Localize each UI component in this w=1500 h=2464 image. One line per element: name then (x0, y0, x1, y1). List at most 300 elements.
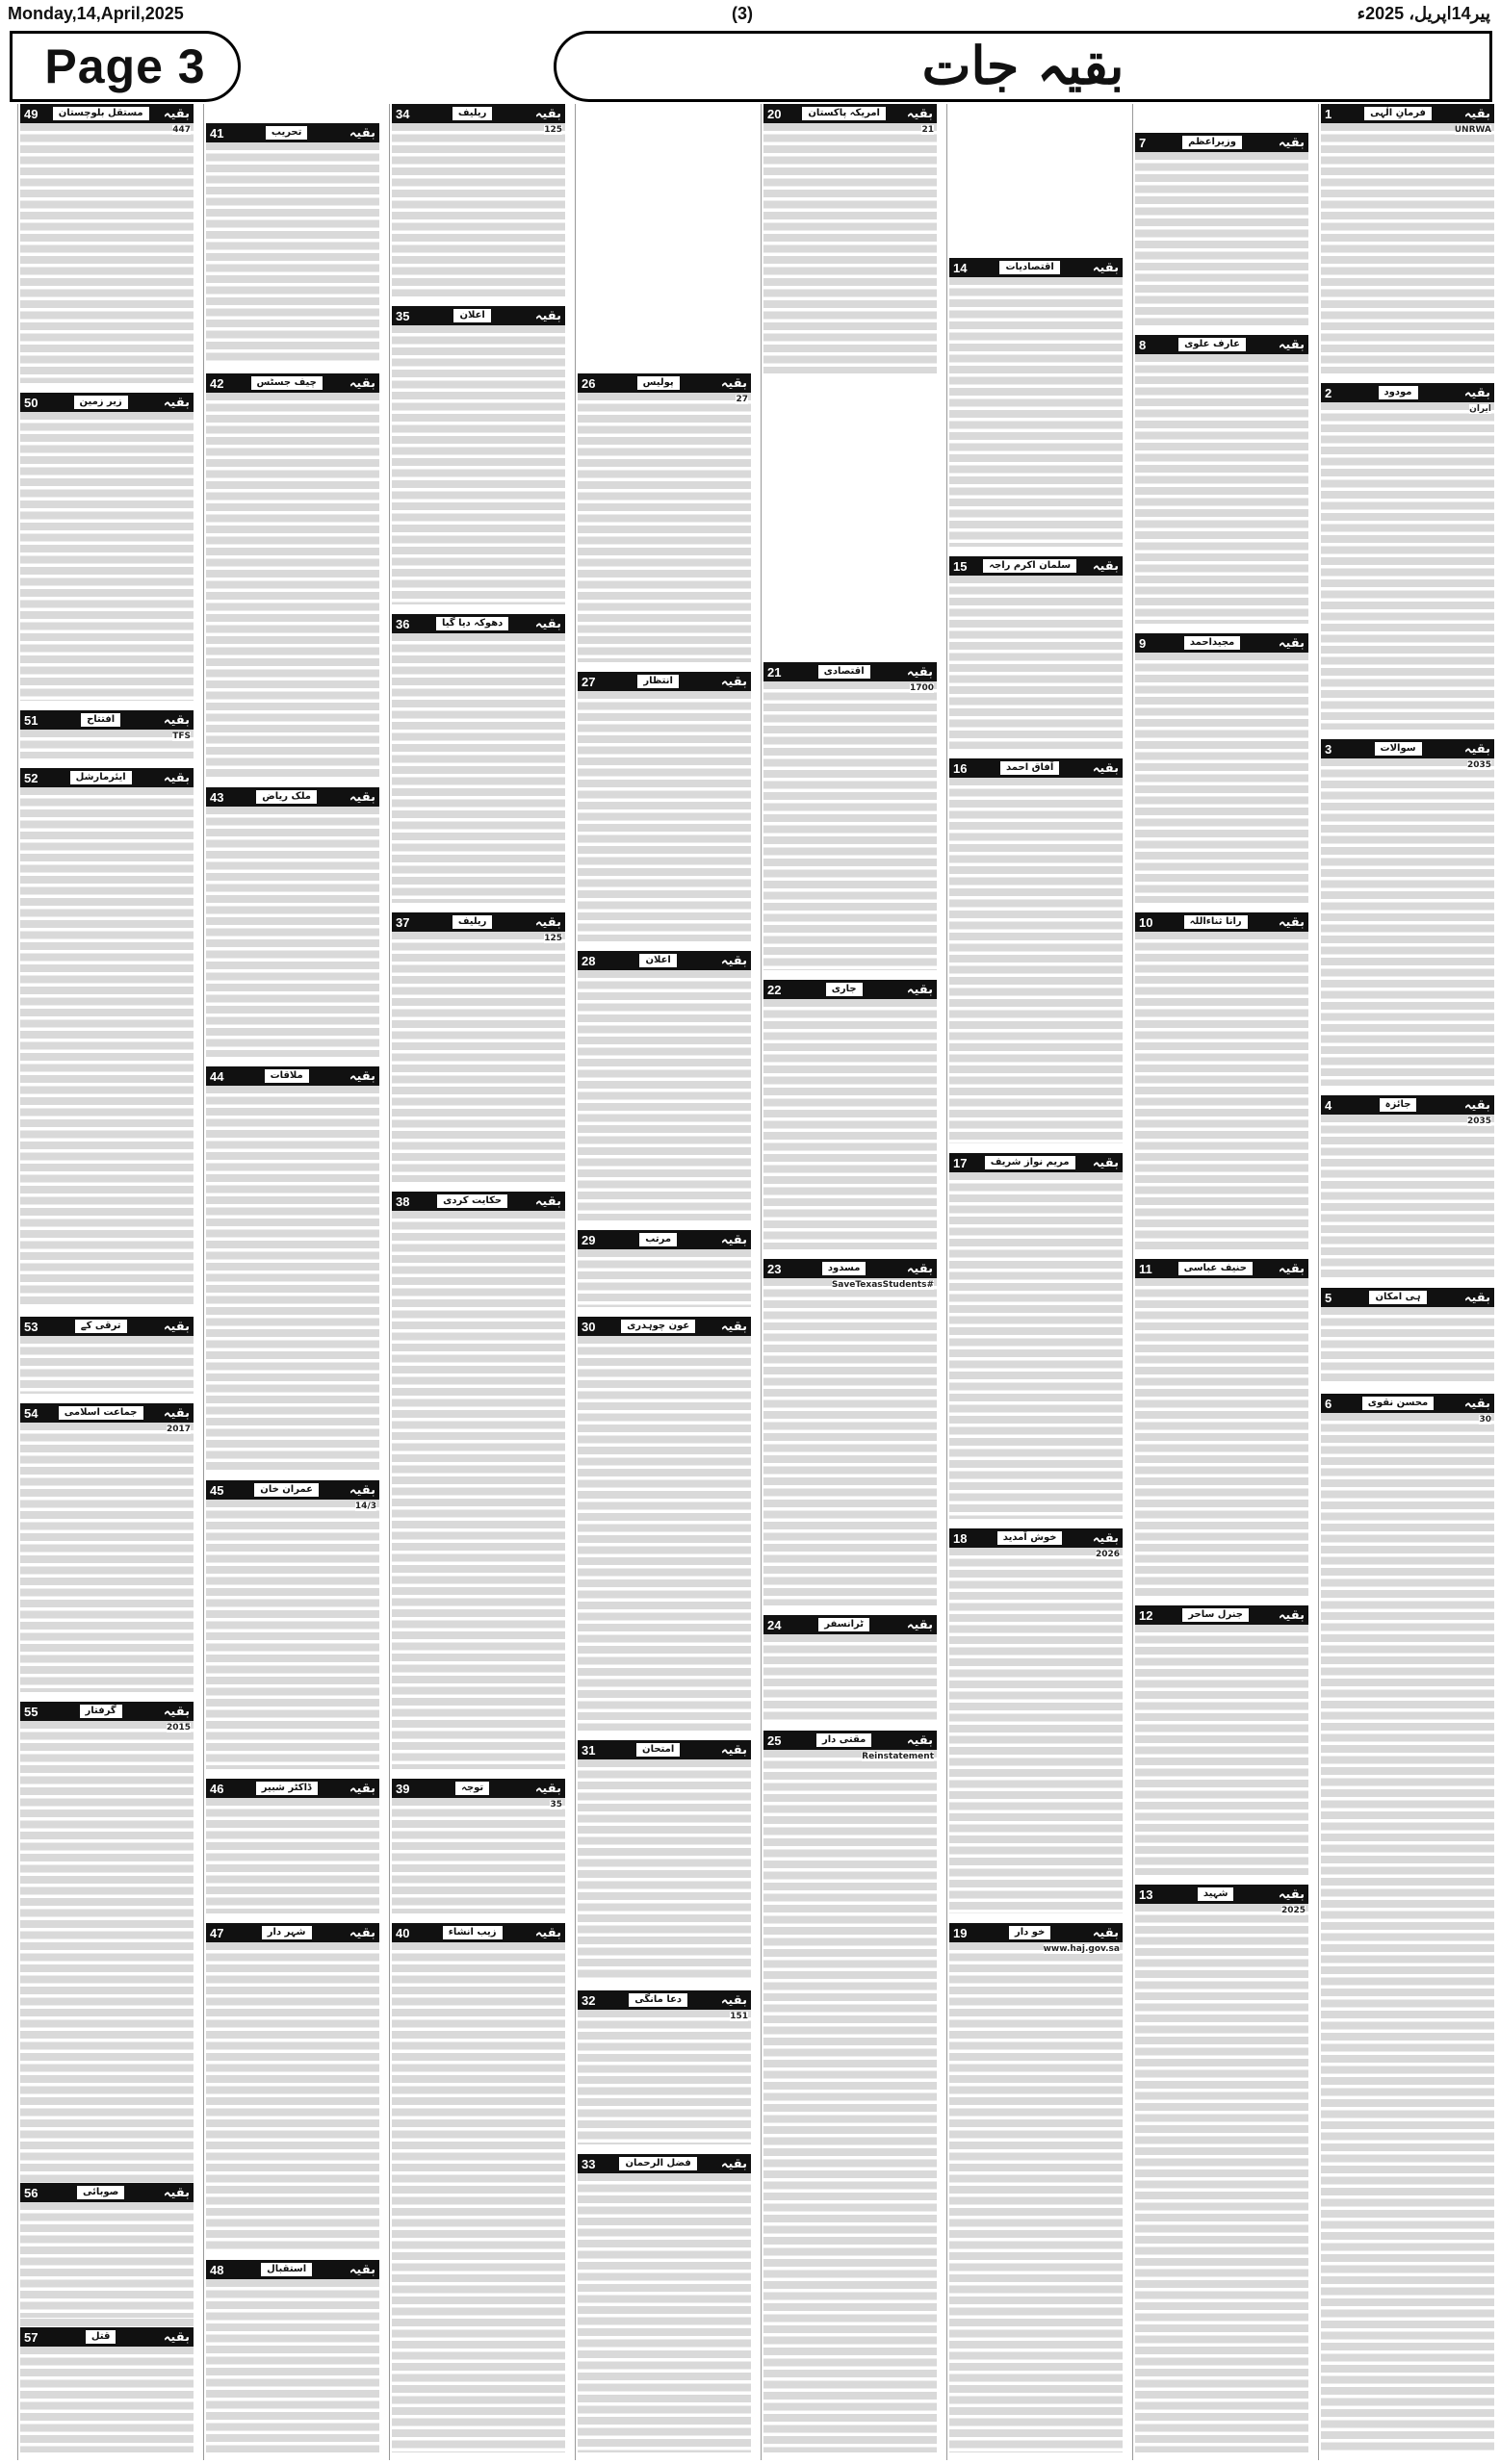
box-body (206, 807, 379, 1057)
box-header (763, 104, 937, 123)
box-text: #SaveTexasStudents (831, 1280, 934, 1290)
box-keyword: صوبائی (77, 2186, 124, 2199)
box-keyword: ترقی کے (75, 1320, 127, 1333)
date-english: Monday,14,April,2025 (8, 4, 184, 23)
box-body (1321, 123, 1494, 373)
box-keyword: امتحان (636, 1743, 680, 1757)
box-number: 49 (24, 106, 39, 121)
box-text: Reinstatement (862, 1752, 934, 1761)
box-number: 51 (24, 712, 39, 728)
box-body (949, 1942, 1123, 2452)
box-number: 26 (582, 375, 596, 391)
baqiya-label: بقیہ (349, 375, 375, 391)
box-body (763, 999, 937, 1249)
box-header (392, 1923, 565, 1942)
box-keyword: جائزہ (1380, 1098, 1417, 1112)
continuation-box-51 (20, 710, 194, 758)
baqiya-label: بقیہ (163, 770, 190, 785)
column-6 (389, 104, 567, 2460)
baqiya-label: بقیہ (163, 2185, 190, 2200)
box-body (763, 1278, 937, 1605)
box-body (578, 393, 751, 662)
box-text: 2026 (1095, 1550, 1120, 1559)
box-keyword: جنرل ساحر (1182, 1608, 1249, 1622)
box-text: 2017 (166, 1424, 191, 1434)
box-header (578, 1990, 751, 2010)
box-body (1135, 1625, 1308, 1875)
box-keyword: سوالات (1375, 742, 1422, 756)
box-body (206, 1942, 379, 2250)
baqiya-label: بقیہ (349, 125, 375, 141)
box-keyword: ملاقات (265, 1069, 309, 1083)
box-body (1321, 758, 1494, 1086)
box-number: 9 (1139, 635, 1147, 651)
box-text: 27 (736, 395, 748, 404)
box-header (949, 556, 1123, 576)
box-body (578, 2010, 751, 2144)
box-number: 35 (396, 308, 410, 323)
box-header (392, 614, 565, 633)
box-keyword: شہر دار (262, 1926, 312, 1939)
box-keyword: امریکہ پاکستان (802, 107, 886, 120)
box-keyword: آفاق احمد (1000, 761, 1059, 775)
box-keyword: خوش آمدید (997, 1531, 1063, 1545)
box-keyword: عون چوہدری (621, 1320, 695, 1333)
baqiya-label: بقیہ (349, 2262, 375, 2277)
box-body (20, 2347, 194, 2452)
box-header (578, 951, 751, 970)
baqiya-label: بقیہ (349, 1925, 375, 1940)
box-header (20, 2183, 194, 2202)
box-header (1135, 633, 1308, 653)
box-body (206, 1086, 379, 1471)
box-body (206, 393, 379, 778)
box-keyword: مرتب (639, 1233, 677, 1246)
continuation-box-47 (206, 1923, 379, 2250)
baqiya-label: بقیہ (1463, 1290, 1490, 1305)
continuation-box-9 (1135, 633, 1308, 903)
box-header (392, 104, 565, 123)
baqiya-label: بقیہ (906, 1732, 933, 1748)
date-urdu: پیر14اپریل، 2025ء (1357, 4, 1490, 23)
box-body (20, 2202, 194, 2318)
column-3 (946, 104, 1125, 2460)
box-text: 447 (172, 125, 191, 135)
baqiya-label: بقیہ (1092, 260, 1119, 275)
baqiya-label: بقیہ (720, 2156, 747, 2171)
box-body (1135, 1904, 1308, 2452)
box-keyword: اعلان (639, 954, 676, 967)
continuation-box-23 (763, 1259, 937, 1605)
box-keyword: انتظار (637, 675, 679, 688)
box-keyword: گرفتار (80, 1705, 122, 1718)
box-header (20, 1317, 194, 1336)
box-header (578, 1740, 751, 1759)
baqiya-label: بقیہ (1463, 1396, 1490, 1411)
box-header (763, 1731, 937, 1750)
box-text: TFS (172, 732, 191, 741)
baqiya-label: بقیہ (720, 375, 747, 391)
baqiya-label: بقیہ (1278, 1261, 1305, 1276)
box-number: 56 (24, 2185, 39, 2200)
box-header (763, 1615, 937, 1634)
baqiya-label: بقیہ (1092, 760, 1119, 776)
box-body (949, 1548, 1123, 1913)
box-header (578, 1230, 751, 1249)
baqiya-label: بقیہ (720, 674, 747, 689)
box-header (1135, 1605, 1308, 1625)
box-header (20, 768, 194, 787)
baqiya-label: بقیہ (1463, 741, 1490, 757)
box-keyword: ریلیف (453, 107, 493, 120)
baqiya-label: بقیہ (349, 1068, 375, 1084)
box-keyword: دعا مانگی (629, 1993, 687, 2007)
baqiya-label: بقیہ (906, 982, 933, 997)
baqiya-label: بقیہ (534, 106, 561, 121)
box-keyword: مسدود (822, 1262, 866, 1275)
baqiya-label: بقیہ (534, 616, 561, 631)
continuation-box-17 (949, 1153, 1123, 1519)
box-number: 47 (210, 1925, 224, 1940)
box-body (578, 691, 751, 941)
baqiya-label: بقیہ (534, 1781, 561, 1796)
box-keyword: اقتصادیات (999, 261, 1059, 274)
continuation-box-6 (1321, 1394, 1494, 2452)
box-header (949, 1153, 1123, 1172)
box-number: 57 (24, 2329, 39, 2345)
column-2 (1132, 104, 1310, 2460)
box-number: 44 (210, 1068, 224, 1084)
box-keyword: حنیف عباسی (1178, 1262, 1253, 1275)
section-title: بقیہ جات (554, 31, 1492, 102)
baqiya-label: بقیہ (1278, 635, 1305, 651)
box-header (206, 2260, 379, 2279)
box-body (1135, 152, 1308, 325)
continuation-box-43 (206, 787, 379, 1057)
box-number: 32 (582, 1992, 596, 2008)
box-body (1135, 932, 1308, 1249)
box-number: 39 (396, 1781, 410, 1796)
continuation-box-50 (20, 393, 194, 701)
box-header (20, 710, 194, 730)
continuation-box-34 (392, 104, 565, 296)
box-keyword: مریم نواز شریف (985, 1156, 1075, 1169)
continuation-box-52 (20, 768, 194, 1307)
box-keyword: رانا ثناءاللہ (1184, 915, 1248, 929)
baqiya-label: بقیہ (1278, 1886, 1305, 1902)
continuation-box-7 (1135, 133, 1308, 325)
continuation-box-1 (1321, 104, 1494, 373)
box-text: 2025 (1280, 1906, 1306, 1915)
baqiya-label: بقیہ (906, 1617, 933, 1632)
baqiya-label: بقیہ (1278, 337, 1305, 352)
continuation-box-21 (763, 662, 937, 970)
continuation-box-56 (20, 2183, 194, 2318)
baqiya-label: بقیہ (720, 1319, 747, 1334)
baqiya-label: بقیہ (1092, 1925, 1119, 1940)
box-number: 18 (953, 1530, 968, 1546)
box-keyword: جماعت اسلامی (59, 1406, 143, 1420)
box-number: 48 (210, 2262, 224, 2277)
box-header (1135, 912, 1308, 932)
box-number: 42 (210, 375, 224, 391)
continuation-box-30 (578, 1317, 751, 1731)
box-keyword: مقتی دار (816, 1733, 871, 1747)
continuation-box-5 (1321, 1288, 1494, 1384)
box-number: 31 (582, 1742, 596, 1758)
box-number: 4 (1325, 1097, 1332, 1113)
section-banner (10, 31, 1492, 104)
baqiya-label: بقیہ (1278, 135, 1305, 150)
box-keyword: خو دار (1009, 1926, 1050, 1939)
continuation-box-24 (763, 1615, 937, 1721)
baqiya-label: بقیہ (163, 712, 190, 728)
box-body (763, 1634, 937, 1721)
box-body (206, 1798, 379, 1913)
box-text: 2015 (166, 1723, 191, 1732)
continuation-box-38 (392, 1192, 565, 1769)
continuation-box-16 (949, 758, 1123, 1143)
box-number: 3 (1325, 741, 1332, 757)
continuation-box-19 (949, 1923, 1123, 2452)
box-header (392, 1192, 565, 1211)
box-number: 30 (582, 1319, 596, 1334)
baqiya-label: بقیہ (720, 953, 747, 968)
box-number: 50 (24, 395, 39, 410)
box-header (20, 104, 194, 123)
box-header (1321, 1288, 1494, 1307)
box-body (1321, 1307, 1494, 1384)
box-keyword: مجیداحمد (1184, 636, 1240, 650)
box-number: 16 (953, 760, 968, 776)
continuation-box-54 (20, 1403, 194, 1692)
continuation-box-46 (206, 1779, 379, 1913)
continuation-box-12 (1135, 1605, 1308, 1875)
box-body (20, 1423, 194, 1692)
box-number: 36 (396, 616, 410, 631)
baqiya-label: بقیہ (163, 1405, 190, 1421)
box-keyword: ٹرانسفر (818, 1618, 869, 1631)
box-number: 52 (24, 770, 39, 785)
box-keyword: قتل (86, 2330, 116, 2344)
box-text: www.haj.gov.sa (1043, 1944, 1120, 1954)
box-header (206, 1923, 379, 1942)
continuation-box-27 (578, 672, 751, 941)
box-number: 24 (767, 1617, 782, 1632)
box-number: 19 (953, 1925, 968, 1940)
box-header (392, 306, 565, 325)
box-text: UNRWA (1454, 125, 1491, 135)
box-text: 35 (550, 1800, 562, 1810)
box-keyword: عمران خان (254, 1483, 319, 1497)
box-header (206, 787, 379, 807)
box-body (392, 325, 565, 604)
box-keyword: ریلیف (453, 915, 493, 929)
baqiya-label: بقیہ (349, 1781, 375, 1796)
continuation-box-11 (1135, 1259, 1308, 1596)
box-text: 125 (544, 934, 562, 943)
continuation-box-18 (949, 1528, 1123, 1913)
box-number: 38 (396, 1194, 410, 1209)
box-body (392, 1798, 565, 1913)
box-number: 41 (210, 125, 224, 141)
box-keyword: ہی امکان (1369, 1291, 1426, 1304)
box-number: 8 (1139, 337, 1147, 352)
box-number: 12 (1139, 1607, 1153, 1623)
box-text: 1700 (909, 683, 934, 693)
box-number: 20 (767, 106, 782, 121)
box-number: 43 (210, 789, 224, 805)
continuation-box-26 (578, 373, 751, 662)
box-number: 55 (24, 1704, 39, 1719)
box-body (206, 142, 379, 364)
continuation-box-15 (949, 556, 1123, 749)
box-body (206, 2279, 379, 2452)
box-keyword: ملک ریاض (256, 790, 317, 804)
continuation-box-53 (20, 1317, 194, 1394)
box-keyword: افتتاح (81, 713, 120, 727)
box-number: 6 (1325, 1396, 1332, 1411)
box-keyword: ڈاکٹر شبیر (256, 1782, 318, 1795)
box-body (949, 1172, 1123, 1519)
continuation-box-45 (206, 1480, 379, 1769)
box-body (20, 1336, 194, 1394)
box-header (206, 373, 379, 393)
box-number: 17 (953, 1155, 968, 1170)
box-number: 27 (582, 674, 596, 689)
page-label: Page 3 (10, 31, 241, 102)
box-header (763, 1259, 937, 1278)
box-body (763, 123, 937, 373)
continuation-box-22 (763, 980, 937, 1249)
baqiya-label: بقیہ (349, 789, 375, 805)
box-keyword: حکایت کردی (437, 1194, 507, 1208)
box-body (392, 932, 565, 1182)
box-keyword: عارف علوی (1178, 338, 1246, 351)
continuation-box-37 (392, 912, 565, 1182)
box-body (20, 123, 194, 383)
box-number: 23 (767, 1261, 782, 1276)
continuation-box-28 (578, 951, 751, 1220)
continuation-box-49 (20, 104, 194, 383)
baqiya-label: بقیہ (1278, 1607, 1305, 1623)
continuation-box-2 (1321, 383, 1494, 730)
continuation-box-14 (949, 258, 1123, 547)
continuation-box-8 (1135, 335, 1308, 624)
box-header (206, 123, 379, 142)
box-header (949, 1528, 1123, 1548)
box-number: 22 (767, 982, 782, 997)
box-body (1135, 653, 1308, 903)
box-header (949, 1923, 1123, 1942)
box-header (578, 2154, 751, 2173)
baqiya-label: بقیہ (163, 1704, 190, 1719)
box-header (578, 1317, 751, 1336)
box-body (578, 2173, 751, 2452)
box-header (1321, 1095, 1494, 1115)
box-header (206, 1779, 379, 1798)
continuation-box-36 (392, 614, 565, 903)
column-7 (203, 104, 381, 2460)
box-number: 14 (953, 260, 968, 275)
box-keyword: مودود (1379, 386, 1418, 399)
baqiya-label: بقیہ (534, 914, 561, 930)
box-text: 151 (730, 2012, 748, 2021)
box-body (1135, 1278, 1308, 1596)
box-keyword: سلمان اکرم راجہ (983, 559, 1076, 573)
continuation-box-4 (1321, 1095, 1494, 1278)
box-header (206, 1066, 379, 1086)
box-number: 10 (1139, 914, 1153, 930)
box-number: 15 (953, 558, 968, 574)
box-body (578, 1249, 751, 1307)
box-body (1321, 1115, 1494, 1278)
continuation-box-44 (206, 1066, 379, 1471)
box-header (1135, 1259, 1308, 1278)
box-body (392, 123, 565, 296)
box-header (763, 980, 937, 999)
box-header (1321, 739, 1494, 758)
box-body (763, 1750, 937, 2452)
masthead-bar (0, 0, 1500, 27)
box-keyword: ایئرمارشل (70, 771, 132, 784)
box-number: 29 (582, 1232, 596, 1247)
box-keyword: فرمانِ الٰہی (1364, 107, 1432, 120)
box-header (1135, 335, 1308, 354)
continuation-grid (4, 104, 1496, 2460)
box-body (578, 970, 751, 1220)
box-number: 54 (24, 1405, 39, 1421)
page-number: (3) (732, 4, 753, 23)
box-number: 1 (1325, 106, 1332, 121)
baqiya-label: بقیہ (1278, 914, 1305, 930)
box-number: 40 (396, 1925, 410, 1940)
box-header (1135, 1885, 1308, 1904)
box-text: 14/3 (354, 1502, 376, 1511)
baqiya-label: بقیہ (1463, 106, 1490, 121)
box-keyword: دھوکہ دیا گیا (436, 617, 508, 630)
box-header (578, 672, 751, 691)
continuation-box-48 (206, 2260, 379, 2452)
box-header (392, 912, 565, 932)
box-number: 34 (396, 106, 410, 121)
box-keyword: اعلان (453, 309, 490, 322)
box-body (206, 1500, 379, 1769)
box-number: 46 (210, 1781, 224, 1796)
box-header (206, 1480, 379, 1500)
box-text: 30 (1479, 1415, 1491, 1424)
baqiya-label: بقیہ (906, 664, 933, 680)
box-keyword: فضل الرحمان (619, 2157, 696, 2170)
continuation-box-13 (1135, 1885, 1308, 2452)
baqiya-label: بقیہ (1463, 1097, 1490, 1113)
column-5 (575, 104, 753, 2460)
box-body (392, 1211, 565, 1769)
box-keyword: زیب انشاء (443, 1926, 503, 1939)
box-number: 25 (767, 1732, 782, 1748)
baqiya-label: بقیہ (906, 1261, 933, 1276)
box-number: 7 (1139, 135, 1147, 150)
box-header (20, 1403, 194, 1423)
box-body (392, 633, 565, 903)
box-number: 2 (1325, 385, 1332, 400)
continuation-box-29 (578, 1230, 751, 1307)
baqiya-label: بقیہ (1092, 1155, 1119, 1170)
box-keyword: زیر زمین (74, 396, 128, 409)
continuation-box-32 (578, 1990, 751, 2144)
box-number: 33 (582, 2156, 596, 2171)
box-keyword: اقتصادی (818, 665, 870, 679)
